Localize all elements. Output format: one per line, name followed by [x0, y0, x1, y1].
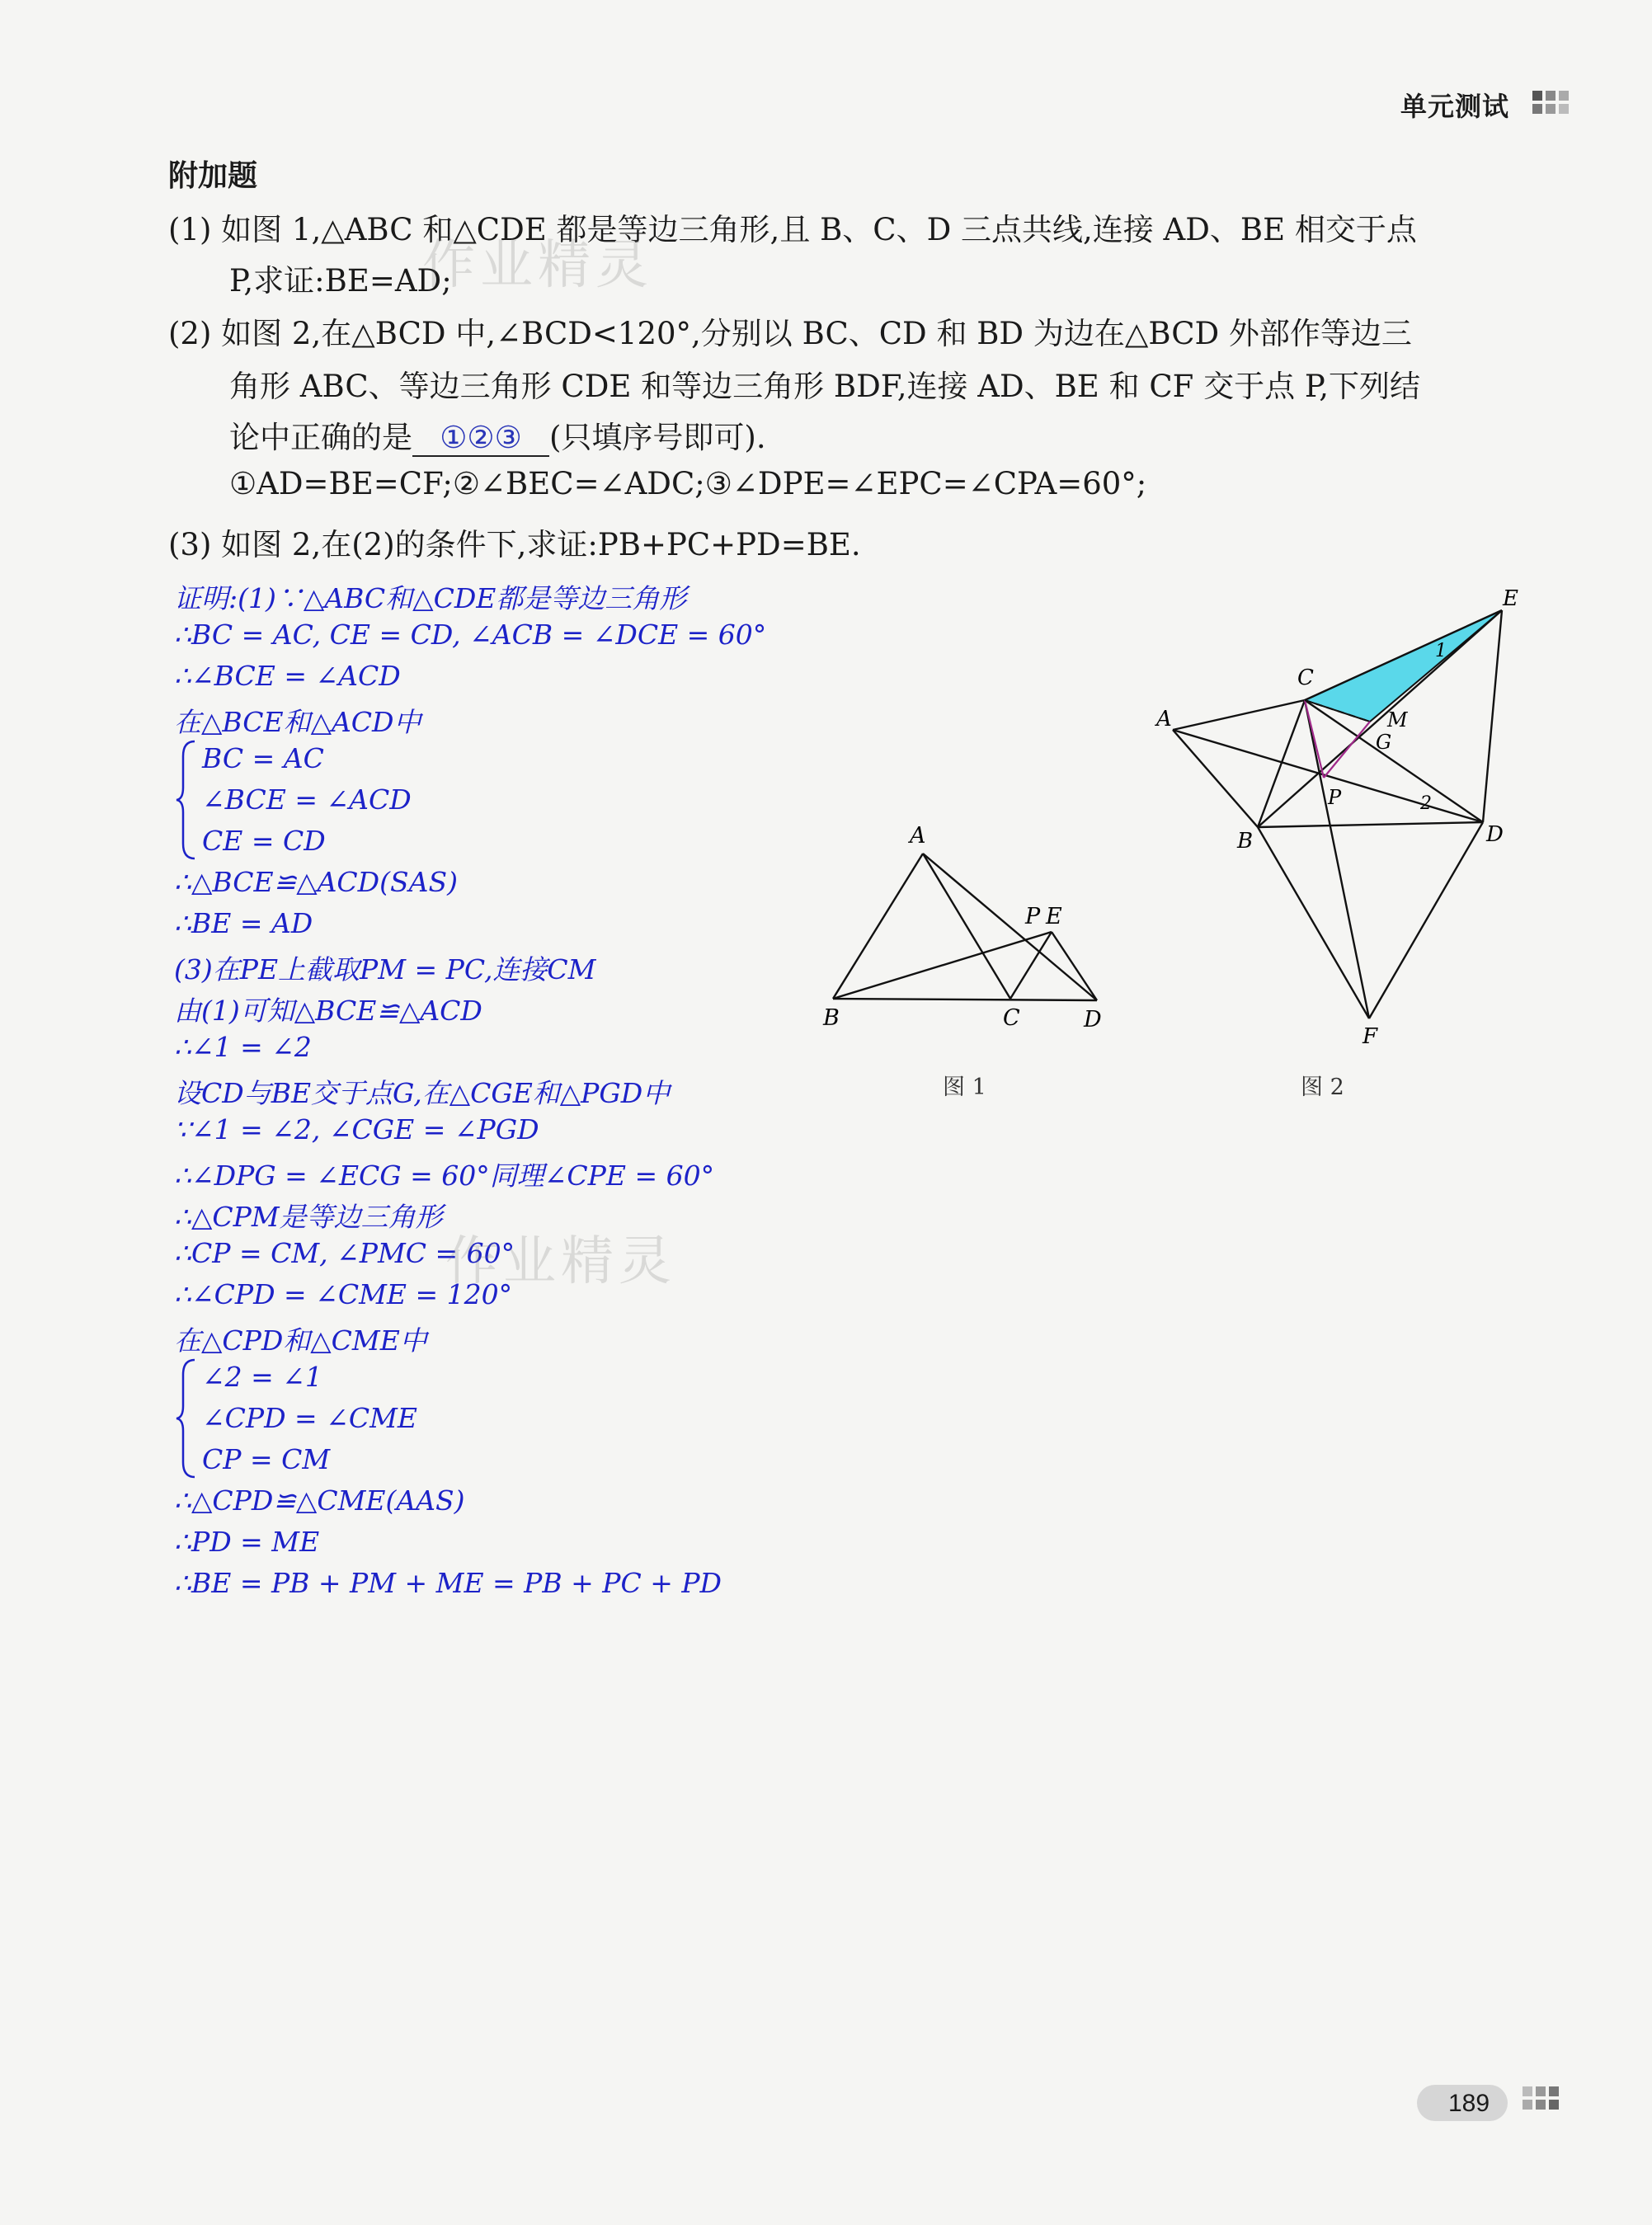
proof-line: ∴∠BCE = ∠ACD	[174, 660, 401, 692]
question-part2-line2: 角形 ABC、等边三角形 CDE 和等边三角形 BDF,连接 AD、BE 和 CF 交于点 P,下列结	[229, 369, 1420, 404]
question-part2-line3-after: (只填序号即可).	[549, 420, 766, 455]
proof-line: ∴∠1 = ∠2	[174, 1031, 312, 1063]
fig2-label-d: D	[1486, 822, 1504, 847]
proof-line: (3)在PE上截取PM = PC,连接CM	[174, 953, 596, 985]
fig2-highlight-triangle	[1305, 610, 1502, 722]
proof-line: ∠BCE = ∠ACD	[202, 783, 412, 816]
fig1-label-c: C	[1003, 1005, 1020, 1031]
proof-line: ∴BE = AD	[174, 907, 313, 939]
figure-1-diagram	[817, 808, 1113, 1047]
proof-line: ∴△CPM是等边三角形	[174, 1201, 443, 1233]
proof-line: 设CD与BE交于点G,在△CGE和△PGD中	[174, 1077, 671, 1109]
fig1-label-b: B	[823, 1005, 840, 1031]
page-number: 189	[1448, 2090, 1490, 2117]
fig2-label-g: G	[1376, 731, 1392, 754]
brace-icon	[175, 738, 200, 862]
proof-line: 由(1)可知△BCE≌△ACD	[174, 995, 482, 1027]
question-part2-line3	[229, 412, 766, 457]
proof-line: ∴∠DPG = ∠ECG = 60°同理∠CPE = 60°	[174, 1160, 715, 1192]
watermark: 作业精灵	[445, 1231, 676, 1292]
proof-line: 在△BCE和△ACD中	[174, 706, 421, 738]
fig2-label-angle2: 2	[1420, 793, 1432, 814]
fig2-label-f: F	[1363, 1024, 1378, 1049]
fig2-label-a: A	[1156, 707, 1172, 731]
question-part2-options: ①AD=BE=CF;②∠BEC=∠ADC;③∠DPE=∠EPC=∠CPA=60°;	[229, 466, 1147, 501]
proof-line: CP = CM	[202, 1443, 331, 1475]
fig2-label-m: M	[1387, 708, 1408, 731]
proof-line: ∴△CPD≌△CME(AAS)	[174, 1484, 465, 1517]
figure-1-caption: 图 1	[943, 1075, 986, 1100]
fig2-label-c: C	[1297, 666, 1314, 690]
figure-2-caption: 图 2	[1301, 1075, 1344, 1100]
watermark: 作业精灵	[422, 235, 653, 296]
question-part3-line1: (3) 如图 2,在(2)的条件下,求证:PB+PC+PD=BE.	[168, 527, 861, 562]
proof-line: ∴BE = PB + PM + ME = PB + PC + PD	[174, 1567, 722, 1599]
question-part2-line3-before: 论中正确的是	[229, 420, 412, 455]
answer-blank: ①②③	[412, 420, 549, 457]
proof-line: ∠CPD = ∠CME	[202, 1402, 417, 1434]
fig1-label-a: A	[910, 823, 926, 849]
proof-line: ∴∠CPD = ∠CME = 120°	[174, 1278, 513, 1310]
proof-line: BC = AC	[202, 742, 324, 774]
proof-line: ∴△BCE≌△ACD(SAS)	[174, 866, 458, 898]
fig2-label-p: P	[1328, 786, 1342, 809]
proof-line: ∴CP = CM, ∠PMC = 60°	[174, 1237, 515, 1269]
brace-icon	[175, 1357, 200, 1480]
proof-line: ∴PD = ME	[174, 1526, 320, 1558]
question-part1-line2: P,求证:BE=AD;	[229, 263, 452, 299]
figure-2-diagram	[1130, 569, 1526, 1064]
proof-line: CE = CD	[202, 825, 326, 857]
fig1-label-p: P	[1025, 904, 1041, 929]
proof-line: ∴BC = AC, CE = CD, ∠ACB = ∠DCE = 60°	[174, 619, 767, 651]
proof-line: 证明:(1)∵△ABC和△CDE都是等边三角形	[174, 582, 687, 614]
fig2-label-e: E	[1503, 586, 1518, 611]
section-title: 附加题	[168, 159, 258, 193]
proof-line: ∵∠1 = ∠2, ∠CGE = ∠PGD	[174, 1113, 539, 1145]
proof-line: 在△CPD和△CME中	[174, 1324, 427, 1357]
fig2-label-angle1: 1	[1435, 641, 1447, 661]
fig2-label-b: B	[1237, 829, 1254, 854]
proof-line: ∠2 = ∠1	[202, 1361, 322, 1393]
fig1-label-e: E	[1046, 904, 1062, 929]
question-part2-line1: (2) 如图 2,在△BCD 中,∠BCD<120°,分别以 BC、CD 和 BD 为边在△BCD 外部作等边三	[168, 316, 1412, 351]
fig1-label-d: D	[1084, 1007, 1102, 1033]
header-title: 单元测试	[1400, 91, 1510, 122]
question-part1-line1: (1) 如图 1,△ABC 和△CDE 都是等边三角形,且 B、C、D 三点共线,连接 AD、BE 相交于点	[168, 212, 1417, 247]
